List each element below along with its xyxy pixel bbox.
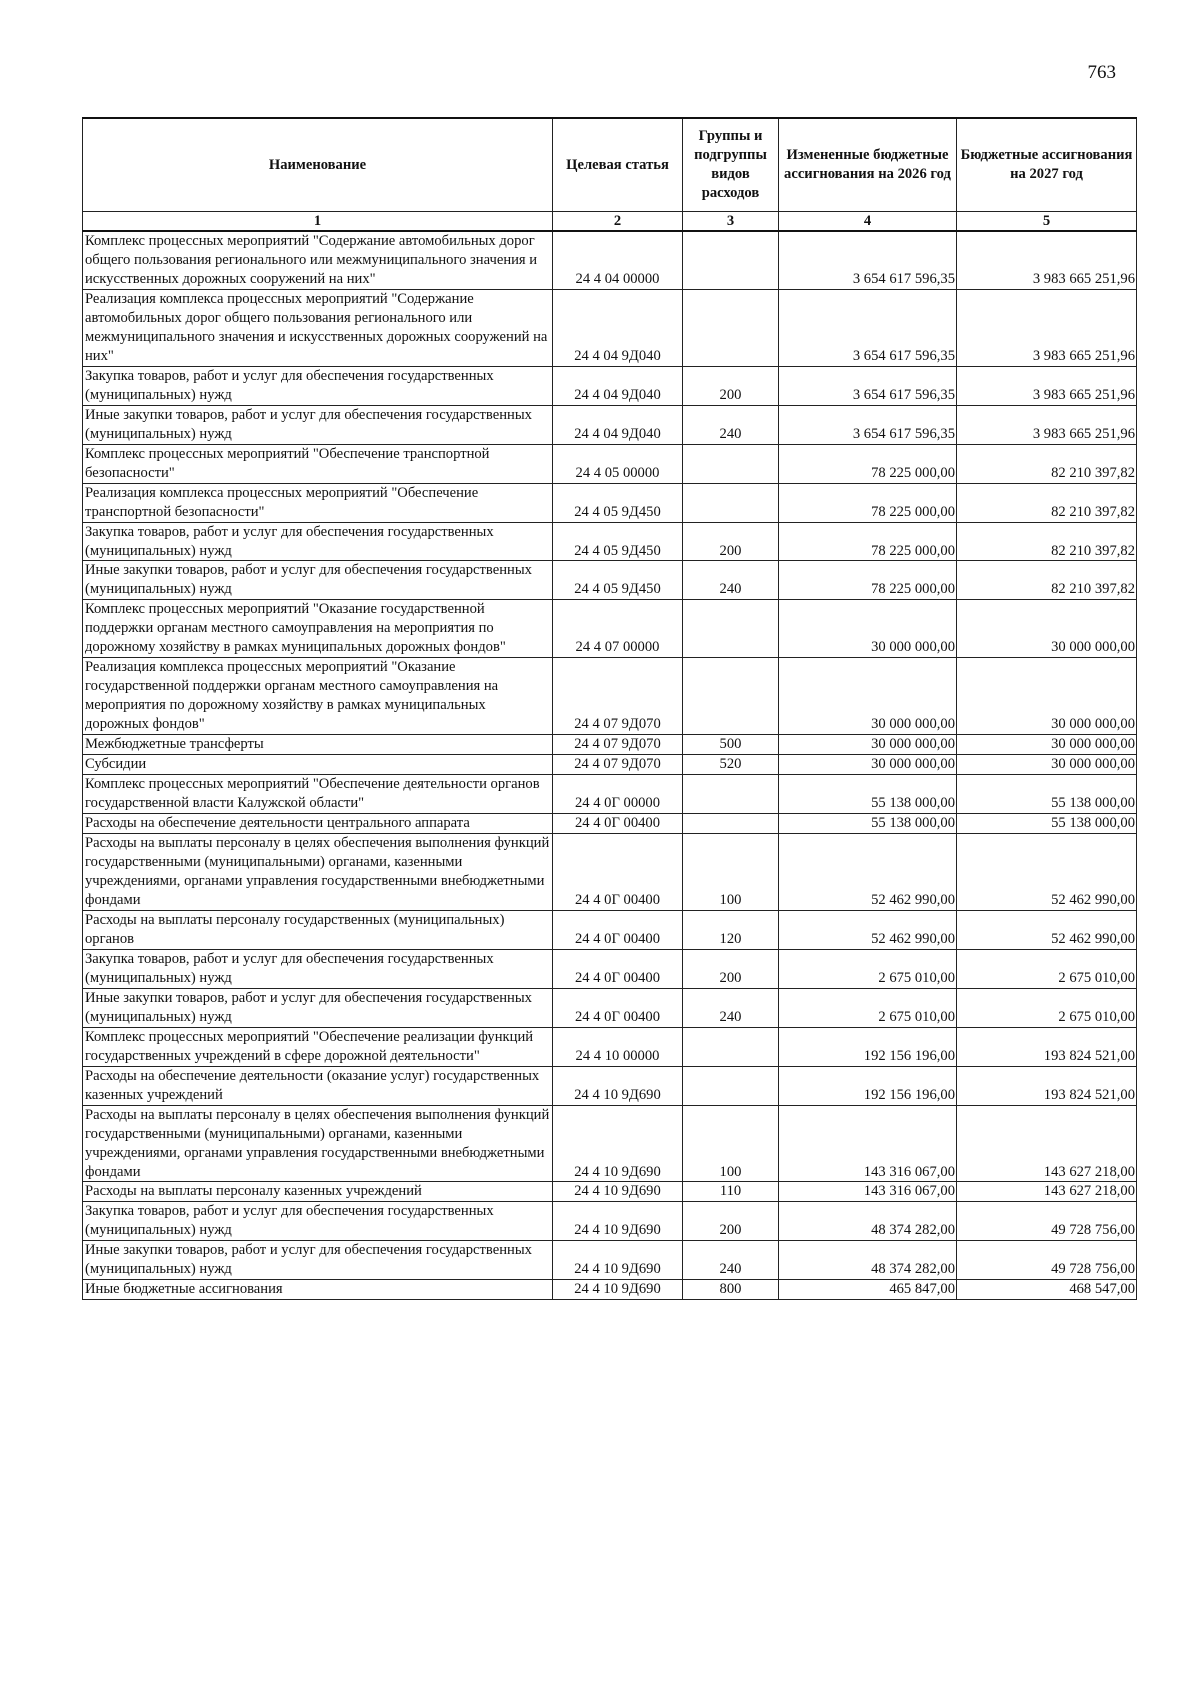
row-amount-2026: 78 225 000,00	[779, 561, 957, 600]
row-code: 24 4 04 9Д040	[553, 289, 683, 366]
row-group	[683, 814, 779, 834]
table-row	[83, 561, 1137, 600]
row-name: Комплекс процессных мероприятий "Обеспечение деятельности органов государственной власти Калужской области"	[83, 775, 553, 814]
row-name: Расходы на обеспечение деятельности центрального аппарата	[83, 814, 553, 834]
row-amount-2027: 30 000 000,00	[957, 600, 1137, 658]
row-amount-2026: 143 316 067,00	[779, 1182, 957, 1202]
row-name: Расходы на выплаты персоналу в целях обеспечения выполнения функций государственными (муниципальными) органами, казенными учреждениями, органами управления государственными внебюджетными фондами	[83, 834, 553, 911]
table-row	[83, 1105, 1137, 1182]
row-group: 100	[683, 834, 779, 911]
row-group: 120	[683, 910, 779, 949]
header-amount-2027: Бюджетные ассигнования на 2027 год	[957, 118, 1137, 212]
row-name: Реализация комплекса процессных мероприятий "Содержание автомобильных дорог общего пользования регионального или межмуниципального значения и искусственных дорожных сооружений на них"	[83, 289, 553, 366]
table-row	[83, 1202, 1137, 1241]
row-group: 100	[683, 1105, 779, 1182]
table-row	[83, 483, 1137, 522]
row-group	[683, 231, 779, 289]
row-name: Иные закупки товаров, работ и услуг для обеспечения государственных (муниципальных) нужд	[83, 988, 553, 1027]
row-amount-2026: 3 654 617 596,35	[779, 231, 957, 289]
row-code: 24 4 05 9Д450	[553, 561, 683, 600]
table-row	[83, 1182, 1137, 1202]
row-name: Иные закупки товаров, работ и услуг для обеспечения государственных (муниципальных) нужд	[83, 561, 553, 600]
row-amount-2026: 3 654 617 596,35	[779, 289, 957, 366]
row-name: Межбюджетные трансферты	[83, 735, 553, 755]
row-amount-2027: 3 983 665 251,96	[957, 231, 1137, 289]
row-amount-2027: 49 728 756,00	[957, 1241, 1137, 1280]
row-group: 500	[683, 735, 779, 755]
row-group: 240	[683, 1241, 779, 1280]
row-amount-2026: 48 374 282,00	[779, 1202, 957, 1241]
row-group: 240	[683, 561, 779, 600]
row-group	[683, 289, 779, 366]
page-number: 763	[1087, 62, 1116, 83]
column-number: 1	[83, 212, 553, 232]
budget-table	[82, 117, 1137, 1300]
row-amount-2026: 55 138 000,00	[779, 775, 957, 814]
table-row	[83, 755, 1137, 775]
row-name: Комплекс процессных мероприятий "Содержание автомобильных дорог общего пользования регионального или межмуниципального значения и искусственных дорожных сооружений на них"	[83, 231, 553, 289]
table-row	[83, 910, 1137, 949]
row-group	[683, 1066, 779, 1105]
row-amount-2027: 193 824 521,00	[957, 1027, 1137, 1066]
row-group: 520	[683, 755, 779, 775]
table-header-row	[83, 118, 1137, 212]
row-code: 24 4 04 9Д040	[553, 405, 683, 444]
table-row	[83, 444, 1137, 483]
row-group	[683, 483, 779, 522]
row-amount-2027: 143 627 218,00	[957, 1182, 1137, 1202]
row-amount-2027: 82 210 397,82	[957, 522, 1137, 561]
table-row	[83, 949, 1137, 988]
header-group: Группы и подгруппы видов расходов	[683, 118, 779, 212]
row-group	[683, 1027, 779, 1066]
row-amount-2026: 52 462 990,00	[779, 834, 957, 911]
row-name: Комплекс процессных мероприятий "Оказание государственной поддержки органам местного самоуправления на мероприятия по дорожному хозяйству в рамках муниципальных дорожных фондов"	[83, 600, 553, 658]
table-row	[83, 1280, 1137, 1300]
row-name: Комплекс процессных мероприятий "Обеспечение транспортной безопасности"	[83, 444, 553, 483]
row-group	[683, 658, 779, 735]
row-amount-2027: 143 627 218,00	[957, 1105, 1137, 1182]
row-amount-2027: 82 210 397,82	[957, 444, 1137, 483]
row-name: Закупка товаров, работ и услуг для обеспечения государственных (муниципальных) нужд	[83, 522, 553, 561]
row-name: Расходы на выплаты персоналу в целях обеспечения выполнения функций государственными (муниципальными) органами, казенными учреждениями, органами управления государственными внебюджетными фондами	[83, 1105, 553, 1182]
row-name: Расходы на обеспечение деятельности (оказание услуг) государственных казенных учреждений	[83, 1066, 553, 1105]
row-code: 24 4 10 9Д690	[553, 1202, 683, 1241]
row-name: Иные бюджетные ассигнования	[83, 1280, 553, 1300]
row-name: Иные закупки товаров, работ и услуг для обеспечения государственных (муниципальных) нужд	[83, 1241, 553, 1280]
row-amount-2027: 55 138 000,00	[957, 775, 1137, 814]
table-row	[83, 814, 1137, 834]
column-number: 3	[683, 212, 779, 232]
row-name: Иные закупки товаров, работ и услуг для обеспечения государственных (муниципальных) нужд	[83, 405, 553, 444]
row-code: 24 4 0Г 00400	[553, 910, 683, 949]
row-amount-2027: 3 983 665 251,96	[957, 405, 1137, 444]
row-name: Реализация комплекса процессных мероприятий "Оказание государственной поддержки органам местного самоуправления на мероприятия по дорожному хозяйству в рамках муниципальных дорожных фондов"	[83, 658, 553, 735]
row-amount-2026: 78 225 000,00	[779, 522, 957, 561]
row-amount-2027: 30 000 000,00	[957, 735, 1137, 755]
row-group	[683, 444, 779, 483]
table-row	[83, 1241, 1137, 1280]
row-name: Расходы на выплаты персоналу казенных учреждений	[83, 1182, 553, 1202]
table-body	[83, 231, 1137, 1300]
row-amount-2026: 48 374 282,00	[779, 1241, 957, 1280]
row-group: 200	[683, 1202, 779, 1241]
row-group	[683, 775, 779, 814]
row-amount-2027: 52 462 990,00	[957, 910, 1137, 949]
row-code: 24 4 07 9Д070	[553, 755, 683, 775]
row-code: 24 4 04 9Д040	[553, 366, 683, 405]
row-amount-2026: 192 156 196,00	[779, 1066, 957, 1105]
row-amount-2026: 78 225 000,00	[779, 483, 957, 522]
row-group	[683, 600, 779, 658]
row-name: Комплекс процессных мероприятий "Обеспечение реализации функций государственных учреждений в сфере дорожной деятельности"	[83, 1027, 553, 1066]
table-row	[83, 658, 1137, 735]
row-code: 24 4 05 9Д450	[553, 522, 683, 561]
table-row	[83, 1027, 1137, 1066]
row-amount-2027: 30 000 000,00	[957, 755, 1137, 775]
row-amount-2027: 55 138 000,00	[957, 814, 1137, 834]
row-code: 24 4 10 9Д690	[553, 1066, 683, 1105]
row-code: 24 4 10 9Д690	[553, 1105, 683, 1182]
row-name: Закупка товаров, работ и услуг для обеспечения государственных (муниципальных) нужд	[83, 366, 553, 405]
row-amount-2026: 3 654 617 596,35	[779, 366, 957, 405]
row-amount-2027: 82 210 397,82	[957, 483, 1137, 522]
row-group: 200	[683, 949, 779, 988]
row-group: 110	[683, 1182, 779, 1202]
row-amount-2027: 3 983 665 251,96	[957, 289, 1137, 366]
column-number: 5	[957, 212, 1137, 232]
table-row	[83, 834, 1137, 911]
row-amount-2026: 30 000 000,00	[779, 755, 957, 775]
header-amount-2026: Измененные бюджетные ассигнования на 2026 год	[779, 118, 957, 212]
row-amount-2027: 2 675 010,00	[957, 949, 1137, 988]
row-amount-2026: 465 847,00	[779, 1280, 957, 1300]
row-amount-2026: 3 654 617 596,35	[779, 405, 957, 444]
row-code: 24 4 07 9Д070	[553, 658, 683, 735]
header-name: Наименование	[83, 118, 553, 212]
row-amount-2026: 192 156 196,00	[779, 1027, 957, 1066]
column-number: 2	[553, 212, 683, 232]
row-amount-2026: 2 675 010,00	[779, 988, 957, 1027]
row-code: 24 4 0Г 00000	[553, 775, 683, 814]
row-amount-2027: 3 983 665 251,96	[957, 366, 1137, 405]
row-code: 24 4 10 9Д690	[553, 1182, 683, 1202]
row-code: 24 4 0Г 00400	[553, 988, 683, 1027]
row-code: 24 4 05 00000	[553, 444, 683, 483]
row-amount-2026: 30 000 000,00	[779, 600, 957, 658]
row-group: 240	[683, 405, 779, 444]
row-code: 24 4 10 00000	[553, 1027, 683, 1066]
table-row	[83, 289, 1137, 366]
row-code: 24 4 05 9Д450	[553, 483, 683, 522]
row-name: Субсидии	[83, 755, 553, 775]
row-amount-2027: 82 210 397,82	[957, 561, 1137, 600]
row-code: 24 4 0Г 00400	[553, 949, 683, 988]
table-row	[83, 366, 1137, 405]
row-code: 24 4 10 9Д690	[553, 1280, 683, 1300]
row-code: 24 4 07 9Д070	[553, 735, 683, 755]
header-code: Целевая статья	[553, 118, 683, 212]
row-code: 24 4 0Г 00400	[553, 814, 683, 834]
row-amount-2027: 52 462 990,00	[957, 834, 1137, 911]
row-amount-2027: 49 728 756,00	[957, 1202, 1137, 1241]
row-amount-2026: 78 225 000,00	[779, 444, 957, 483]
row-group: 200	[683, 366, 779, 405]
row-code: 24 4 07 00000	[553, 600, 683, 658]
row-amount-2026: 55 138 000,00	[779, 814, 957, 834]
table-row	[83, 231, 1137, 289]
row-amount-2026: 143 316 067,00	[779, 1105, 957, 1182]
row-amount-2027: 2 675 010,00	[957, 988, 1137, 1027]
table-row	[83, 735, 1137, 755]
row-group: 240	[683, 988, 779, 1027]
row-amount-2027: 468 547,00	[957, 1280, 1137, 1300]
row-amount-2026: 30 000 000,00	[779, 658, 957, 735]
row-amount-2026: 2 675 010,00	[779, 949, 957, 988]
table-row	[83, 522, 1137, 561]
row-amount-2026: 52 462 990,00	[779, 910, 957, 949]
table-row	[83, 1066, 1137, 1105]
table-row	[83, 405, 1137, 444]
row-group: 800	[683, 1280, 779, 1300]
row-code: 24 4 10 9Д690	[553, 1241, 683, 1280]
column-number-row	[83, 212, 1137, 232]
row-group: 200	[683, 522, 779, 561]
column-number: 4	[779, 212, 957, 232]
row-name: Расходы на выплаты персоналу государственных (муниципальных) органов	[83, 910, 553, 949]
row-amount-2026: 30 000 000,00	[779, 735, 957, 755]
row-name: Закупка товаров, работ и услуг для обеспечения государственных (муниципальных) нужд	[83, 949, 553, 988]
row-code: 24 4 0Г 00400	[553, 834, 683, 911]
row-code: 24 4 04 00000	[553, 231, 683, 289]
table-row	[83, 988, 1137, 1027]
table-row	[83, 600, 1137, 658]
table-row	[83, 775, 1137, 814]
row-name: Закупка товаров, работ и услуг для обеспечения государственных (муниципальных) нужд	[83, 1202, 553, 1241]
row-amount-2027: 30 000 000,00	[957, 658, 1137, 735]
row-name: Реализация комплекса процессных мероприятий "Обеспечение транспортной безопасности"	[83, 483, 553, 522]
row-amount-2027: 193 824 521,00	[957, 1066, 1137, 1105]
